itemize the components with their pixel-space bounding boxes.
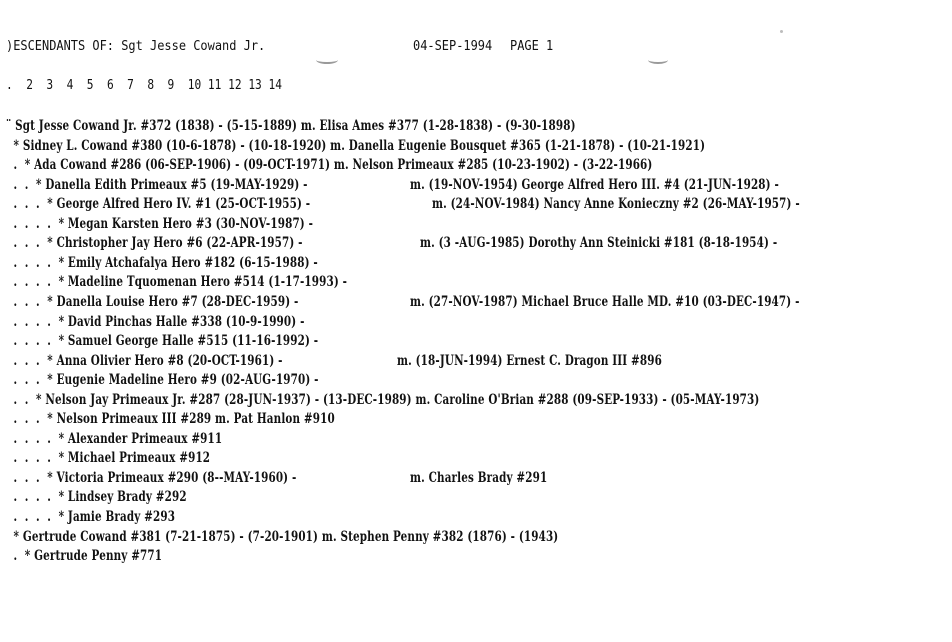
descendant-entry (6, 373, 319, 387)
person-record: Megan Karsten Hero #3 (30-NOV-1987) - (67, 216, 314, 232)
generation-markers: . . . . * (6, 255, 68, 271)
descendant-entry (6, 334, 318, 348)
spouse-record: m. (3 -AUG-1985) Dorothy Ann Steinicki #181 (8-18-1954) - (420, 235, 778, 251)
descendant-entry (6, 432, 222, 446)
print-date: 04-SEP-1994 (413, 39, 493, 54)
spouse-record: m. (27-NOV-1987) Michael Bruce Halle MD. #10 (03-DEC-1947) - (410, 294, 800, 310)
person-record: Gertrude Penny #771 (34, 548, 163, 564)
generation-markers: . . . . * (6, 489, 68, 505)
descendant-entry (6, 530, 558, 544)
person-record: Alexander Primeaux #911 (67, 431, 223, 447)
generation-markers: . . . * (6, 196, 57, 212)
person-record: Nelson Primeaux III #289 m. Pat Hanlon #910 (56, 411, 335, 427)
generation-markers: ¨ (6, 118, 16, 134)
generation-markers: . * (6, 157, 35, 173)
spouse-record: m. (19-NOV-1954) George Alfred Hero III. #4 (21-JUN-1928) - (410, 177, 779, 193)
descendant-entry (6, 217, 313, 231)
descendant-entry (6, 295, 299, 309)
person-record: Sidney L. Cowand #380 (10-6-1878) - (10-18-1920) m. Danella Eugenie Bousquet #365 (1-21-1878) - (10-21-1921) (22, 138, 706, 154)
spouse-record: m. Charles Brady #291 (410, 470, 548, 486)
generation-markers: * (6, 138, 23, 154)
generation-markers: . . . . * (6, 450, 68, 466)
descendant-entry (6, 471, 296, 485)
generation-markers: . . . * (6, 235, 57, 251)
descendant-entry (6, 139, 705, 153)
generation-markers: . . . * (6, 353, 57, 369)
descendant-entry (6, 490, 187, 504)
scan-mark (316, 56, 338, 64)
person-record: Emily Atchafalya Hero #182 (6-15-1988) - (67, 255, 318, 271)
descendant-entry (6, 275, 347, 289)
person-record: Sgt Jesse Cowand Jr. #372 (1838) - (5-15-1889) m. Elisa Ames #377 (1-28-1838) - (9-30-1898) (15, 118, 576, 134)
generation-markers: * (6, 529, 23, 545)
generation-markers: . . * (6, 177, 46, 193)
descendant-entry (6, 354, 283, 368)
person-record: Victoria Primeaux #290 (8--MAY-1960) - (56, 470, 297, 486)
generation-markers: . . . . * (6, 509, 68, 525)
person-record: David Pinchas Halle #338 (10-9-1990) - (67, 314, 305, 330)
spouse-record: m. (18-JUN-1994) Ernest C. Dragon III #896 (397, 353, 662, 369)
generation-markers: . . . * (6, 372, 57, 388)
person-record: Samuel George Halle #515 (11-16-1992) - (67, 333, 319, 349)
page-number: PAGE 1 (510, 39, 554, 54)
scan-mark (648, 56, 668, 64)
descendant-entry (6, 119, 576, 133)
generation-markers: . . . . * (6, 314, 68, 330)
person-record: Lindsey Brady #292 (67, 489, 187, 505)
descendant-entry (6, 510, 175, 524)
person-record: Anna Olivier Hero #8 (20-OCT-1961) - (56, 353, 283, 369)
generation-markers: . * (6, 548, 35, 564)
person-record: Christopher Jay Hero #6 (22-APR-1957) - (56, 235, 303, 251)
person-record: Madeline Tquomenan Hero #514 (1-17-1993) - (67, 274, 348, 290)
generation-markers: . . . . * (6, 431, 68, 447)
scan-speck (780, 30, 783, 33)
person-record: Jamie Brady #293 (67, 509, 176, 525)
descendant-entry (6, 236, 303, 250)
person-record: Danella Edith Primeaux #5 (19-MAY-1929) - (45, 177, 308, 193)
descendant-entry (6, 178, 308, 192)
generation-markers: . . . . * (6, 333, 68, 349)
descendant-entry (6, 315, 305, 329)
generation-markers: . . . * (6, 411, 57, 427)
person-record: Gertrude Cowand #381 (7-21-1875) - (7-20-1901) m. Stephen Penny #382 (1876) - (1943) (22, 529, 559, 545)
person-record: Ada Cowand #286 (06-SEP-1906) - (09-OCT-1971) m. Nelson Primeaux #285 (10-23-1902) - (3-22-1966) (34, 157, 653, 173)
generation-markers: . . . * (6, 294, 57, 310)
descendant-entry (6, 549, 162, 563)
spouse-record: m. (24-NOV-1984) Nancy Anne Konieczny #2 (26-MAY-1957) - (432, 196, 800, 212)
descendant-entry (6, 451, 210, 465)
generation-markers: . . . . * (6, 274, 68, 290)
person-record: Eugenie Madeline Hero #9 (02-AUG-1970) - (56, 372, 319, 388)
person-record: Michael Primeaux #912 (67, 450, 211, 466)
descendant-entry (6, 158, 652, 172)
descendant-entry (6, 256, 318, 270)
descendant-entry (6, 197, 310, 211)
descendant-entry (6, 412, 335, 426)
generation-markers: . . . * (6, 470, 57, 486)
person-record: George Alfred Hero IV. #1 (25-OCT-1955) - (56, 196, 311, 212)
generation-markers: . . . . * (6, 216, 68, 232)
generation-markers: . . * (6, 392, 46, 408)
document-title: )ESCENDANTS OF: Sgt Jesse Cowand Jr. (6, 39, 266, 54)
descendant-entry (6, 393, 759, 407)
generation-numbers: . 2 3 4 5 6 7 8 9 10 11 12 13 14 (6, 78, 282, 93)
person-record: Nelson Jay Primeaux Jr. #287 (28-JUN-1937) - (13-DEC-1989) m. Caroline O'Brian #288 (09-SEP-1933) - (05-MAY-1973) (45, 392, 760, 408)
person-record: Danella Louise Hero #7 (28-DEC-1959) - (56, 294, 299, 310)
